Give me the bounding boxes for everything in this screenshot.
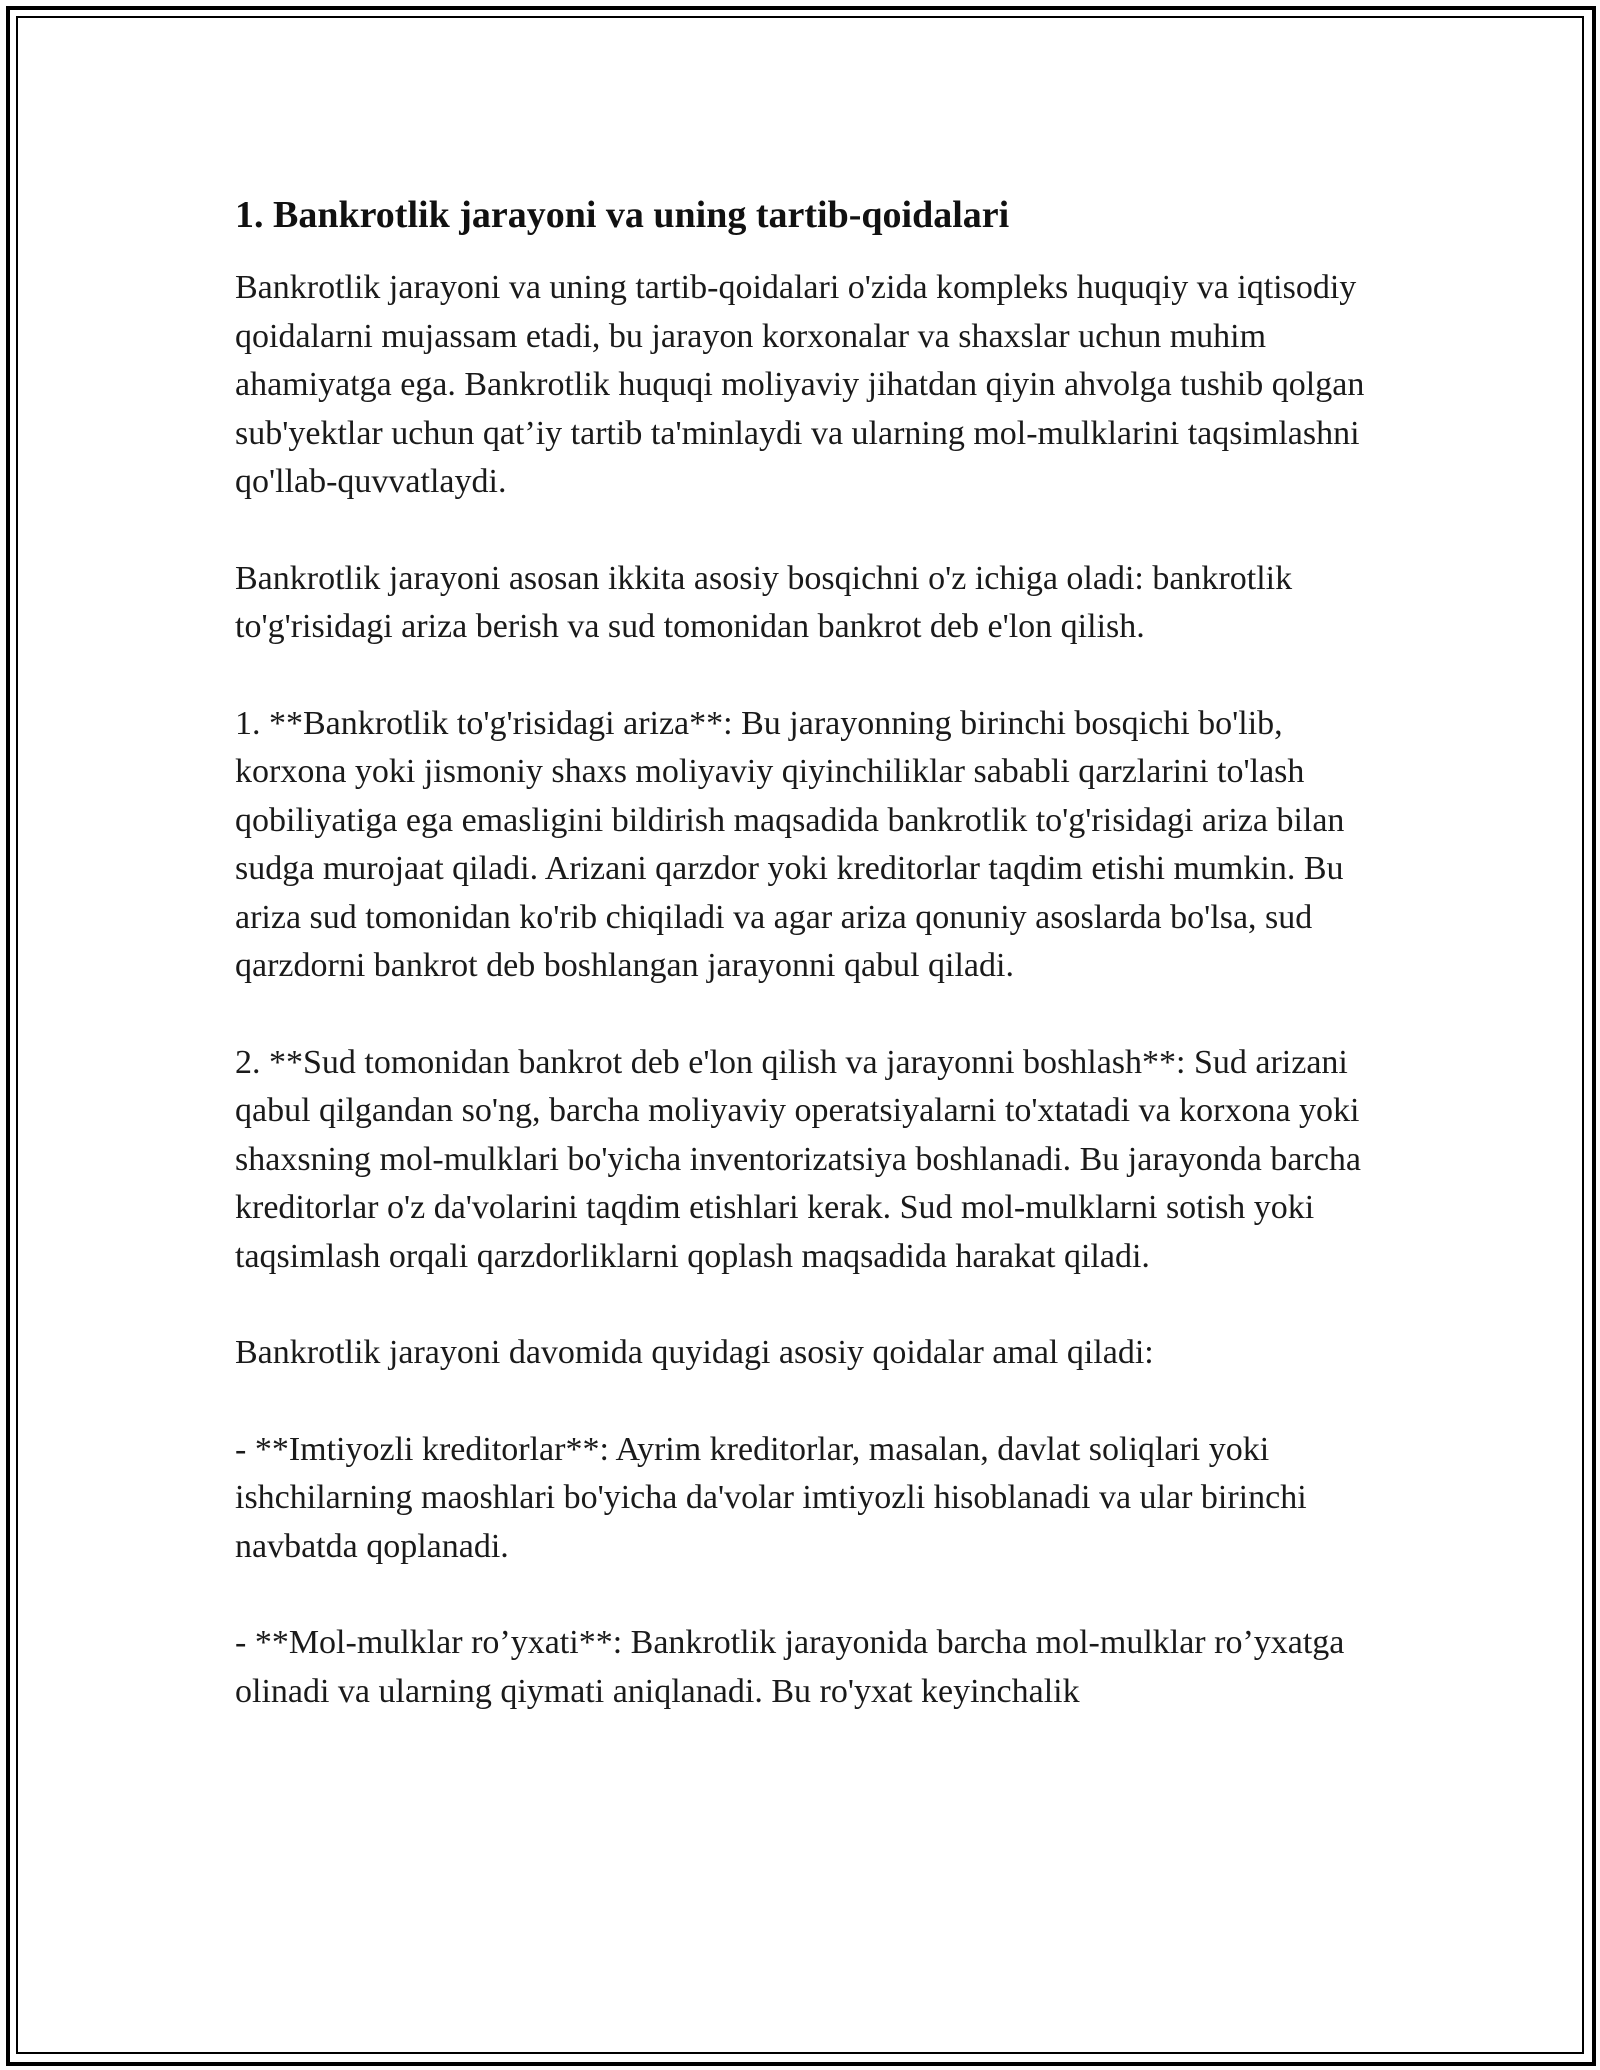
paragraph-intro: Bankrotlik jarayoni va uning tartib-qoidalari o'zida kompleks huquqiy va iqtisodiy qoidalarni mujassam etadi, bu jarayon korxonalar va shaxslar uchun muhim ahamiyatga ega. Bankrotlik huquqi moliyaviy jihatdan qiyin ahvolga tushib qolgan sub'yektlar uchun qat’iy tartib ta'minlaydi va ularning mol-mulklarini taqsimlashni qo'llab-quvvatlaydi. <box>235 269 1365 500</box>
paragraph-rules-intro: Bankrotlik jarayoni davomida quyidagi asosiy qoidalar amal qiladi: <box>235 1334 1154 1371</box>
section-heading: 1. Bankrotlik jarayoni va uning tartib-qoidalari <box>235 194 1010 236</box>
paragraph-rule-preferred-creditors: - **Imtiyozli kreditorlar**: Ayrim kreditorlar, masalan, davlat soliqlari yoki ishchilarning maoshlari bo'yicha da'volar imtiyozli hisoblanadi va ular birinchi navbatda qoplanadi. <box>235 1430 1307 1565</box>
paragraph-rule-asset-list: - **Mol-mulklar ro’yxati**: Bankrotlik jarayonida barcha mol-mulklar ro’yxatga olinadi va ularning qiymati aniqlanadi. Bu ro'yxat keyinchalik <box>235 1624 1345 1710</box>
paragraph-step-2: 2. **Sud tomonidan bankrot deb e'lon qilish va jarayonni boshlash**: Sud arizani qabul qilgandan so'ng, barcha moliyaviy operatsiyalarni to'xtatadi va korxona yoki shaxsning mol-mulklari bo'yicha inventorizatsiya boshlanadi. Bu jarayonda barcha kreditorlar o'z da'volarini taqdim etishlari kerak. Sud mol-mulklarni sotish yoki taqsimlash orqali qarzdorliklarni qoplash maqsadida harakat qiladi. <box>235 1043 1361 1275</box>
paragraph-step-1: 1. **Bankrotlik to'g'risidagi ariza**: Bu jarayonning birinchi bosqichi bo'lib, korxona yoki jismoniy shaxs moliyaviy qiyinchiliklar sababli qarzlarini to'lash qobiliyatiga ega emasligini bildirish maqsadida bankrotlik to'g'risidagi ariza bilan sudga murojaat qiladi. Arizani qarzdor yoki kreditorlar taqdim etishi mumkin. Bu ariza sud tomonidan ko'rib chiqiladi va agar ariza qonuniy asoslarda bo'lsa, sud qarzdorni bankrot deb boshlangan jarayonni qabul qiladi. <box>235 704 1345 984</box>
document-body <box>235 190 1385 1764</box>
paragraph-stages: Bankrotlik jarayoni asosan ikkita asosiy bosqichni o'z ichiga oladi: bankrotlik to'g'risidagi ariza berish va sud tomonidan bankrot deb e'lon qilish. <box>235 559 1293 645</box>
